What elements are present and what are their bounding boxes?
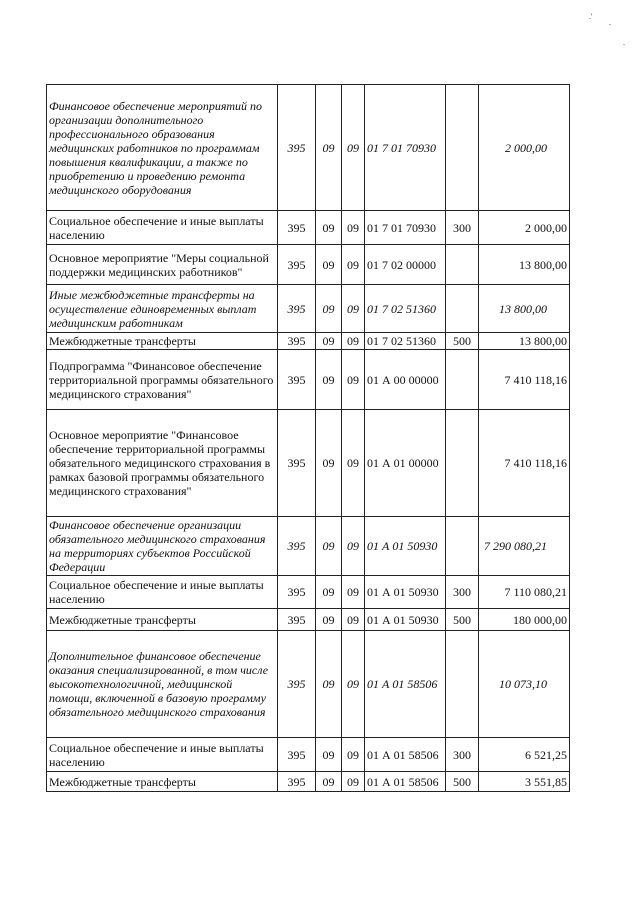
budget-rows xyxy=(47,85,570,792)
row-pr: 09 xyxy=(342,609,365,631)
row-vr xyxy=(446,245,479,285)
row-vr: 500 xyxy=(446,772,479,792)
row-name: Иные межбюджетные трансферты на осуществление единовременных выплат медицинским работникам xyxy=(47,285,278,333)
row-vr: 500 xyxy=(446,609,479,631)
row-pr: 09 xyxy=(342,245,365,285)
row-grbs: 395 xyxy=(278,517,316,576)
row-pr: 09 xyxy=(342,517,365,576)
row-sum: 3 551,85 xyxy=(479,772,570,792)
row-vr: 300 xyxy=(446,738,479,772)
row-name: Основное мероприятие "Меры социальной поддержки медицинских работников" xyxy=(47,245,278,285)
row-vr xyxy=(446,350,479,410)
table-row xyxy=(47,285,570,333)
row-sum: 7 110 080,21 xyxy=(479,576,570,609)
row-csr: 01 7 02 51360 xyxy=(365,333,446,350)
table-row xyxy=(47,772,570,792)
row-vr: 500 xyxy=(446,333,479,350)
row-rz: 09 xyxy=(316,772,342,792)
row-pr: 09 xyxy=(342,85,365,211)
row-rz: 09 xyxy=(316,350,342,410)
row-vr xyxy=(446,631,479,738)
row-rz: 09 xyxy=(316,576,342,609)
table-row xyxy=(47,245,570,285)
row-pr: 09 xyxy=(342,211,365,245)
row-csr: 01 А 01 50930 xyxy=(365,609,446,631)
row-grbs: 395 xyxy=(278,772,316,792)
row-name: Межбюджетные трансферты xyxy=(47,609,278,631)
row-sum: 10 073,10 xyxy=(479,631,570,738)
row-pr: 09 xyxy=(342,772,365,792)
row-grbs: 395 xyxy=(278,85,316,211)
row-name: Подпрограмма "Финансовое обеспечение территориальной программы обязательного медицинского страхования" xyxy=(47,350,278,410)
row-sum: 7 410 118,16 xyxy=(479,410,570,517)
table-row xyxy=(47,609,570,631)
row-rz: 09 xyxy=(316,285,342,333)
row-name: Финансовое обеспечение мероприятий по организации дополнительного профессионального образования медицинских работников по программам повышения квалификации, а также по приобретению и проведению ремонта медицинского оборудования xyxy=(47,85,278,211)
row-grbs: 395 xyxy=(278,576,316,609)
row-rz: 09 xyxy=(316,245,342,285)
row-csr: 01 7 01 70930 xyxy=(365,211,446,245)
row-grbs: 395 xyxy=(278,609,316,631)
table-row xyxy=(47,631,570,738)
table-row xyxy=(47,517,570,576)
row-csr: 01 А 01 00000 xyxy=(365,410,446,517)
row-sum: 13 800,00 xyxy=(479,333,570,350)
row-csr: 01 7 02 51360 xyxy=(365,285,446,333)
table-row xyxy=(47,738,570,772)
row-grbs: 395 xyxy=(278,410,316,517)
row-sum: 2 000,00 xyxy=(479,85,570,211)
row-name: Финансовое обеспечение организации обязательного медицинского страхования на территориях субъектов Российской Федерации xyxy=(47,517,278,576)
row-sum: 7 290 080,21 xyxy=(479,517,570,576)
row-grbs: 395 xyxy=(278,211,316,245)
row-sum: 7 410 118,16 xyxy=(479,350,570,410)
row-pr: 09 xyxy=(342,285,365,333)
row-sum: 6 521,25 xyxy=(479,738,570,772)
row-rz: 09 xyxy=(316,211,342,245)
row-vr: 300 xyxy=(446,576,479,609)
row-grbs: 395 xyxy=(278,333,316,350)
row-grbs: 395 xyxy=(278,350,316,410)
row-vr xyxy=(446,85,479,211)
row-pr: 09 xyxy=(342,410,365,517)
row-sum: 13 800,00 xyxy=(479,245,570,285)
row-grbs: 395 xyxy=(278,285,316,333)
row-sum: 13 800,00 xyxy=(479,285,570,333)
row-grbs: 395 xyxy=(278,738,316,772)
row-name: Социальное обеспечение и иные выплаты населению xyxy=(47,738,278,772)
row-sum: 180 000,00 xyxy=(479,609,570,631)
row-name: Межбюджетные трансферты xyxy=(47,772,278,792)
row-vr xyxy=(446,410,479,517)
row-rz: 09 xyxy=(316,631,342,738)
row-rz: 09 xyxy=(316,85,342,211)
row-name: Социальное обеспечение и иные выплаты населению xyxy=(47,211,278,245)
row-csr: 01 А 01 58506 xyxy=(365,738,446,772)
row-grbs: 395 xyxy=(278,631,316,738)
row-csr: 01 7 01 70930 xyxy=(365,85,446,211)
row-rz: 09 xyxy=(316,410,342,517)
row-name: Основное мероприятие "Финансовое обеспечение территориальной программы обязательного медицинского страхования в рамках базовой программы обязательного медицинского страхования" xyxy=(47,410,278,517)
table-row xyxy=(47,576,570,609)
row-csr: 01 А 01 50930 xyxy=(365,576,446,609)
row-csr: 01 7 02 00000 xyxy=(365,245,446,285)
table-row xyxy=(47,350,570,410)
table-row xyxy=(47,410,570,517)
row-rz: 09 xyxy=(316,333,342,350)
row-pr: 09 xyxy=(342,738,365,772)
row-pr: 09 xyxy=(342,350,365,410)
row-grbs: 395 xyxy=(278,245,316,285)
budget-table xyxy=(46,84,570,792)
row-vr: 300 xyxy=(446,211,479,245)
row-csr: 01 А 00 00000 xyxy=(365,350,446,410)
row-name: Дополнительное финансовое обеспечение оказания специализированной, в том числе высокотехнологичной, медицинской помощи, включенной в базовую программу обязательного медицинского страхования xyxy=(47,631,278,738)
row-pr: 09 xyxy=(342,576,365,609)
row-pr: 09 xyxy=(342,333,365,350)
row-vr xyxy=(446,517,479,576)
table-row xyxy=(47,211,570,245)
row-csr: 01 А 01 58506 xyxy=(365,772,446,792)
row-name: Межбюджетные трансферты xyxy=(47,333,278,350)
row-pr: 09 xyxy=(342,631,365,738)
row-name: Социальное обеспечение и иные выплаты населению xyxy=(47,576,278,609)
row-sum: 2 000,00 xyxy=(479,211,570,245)
row-csr: 01 А 01 50930 xyxy=(365,517,446,576)
row-rz: 09 xyxy=(316,609,342,631)
table-row xyxy=(47,333,570,350)
row-rz: 09 xyxy=(316,517,342,576)
row-rz: 09 xyxy=(316,738,342,772)
table-row xyxy=(47,85,570,211)
row-vr xyxy=(446,285,479,333)
row-csr: 01 А 01 58506 xyxy=(365,631,446,738)
